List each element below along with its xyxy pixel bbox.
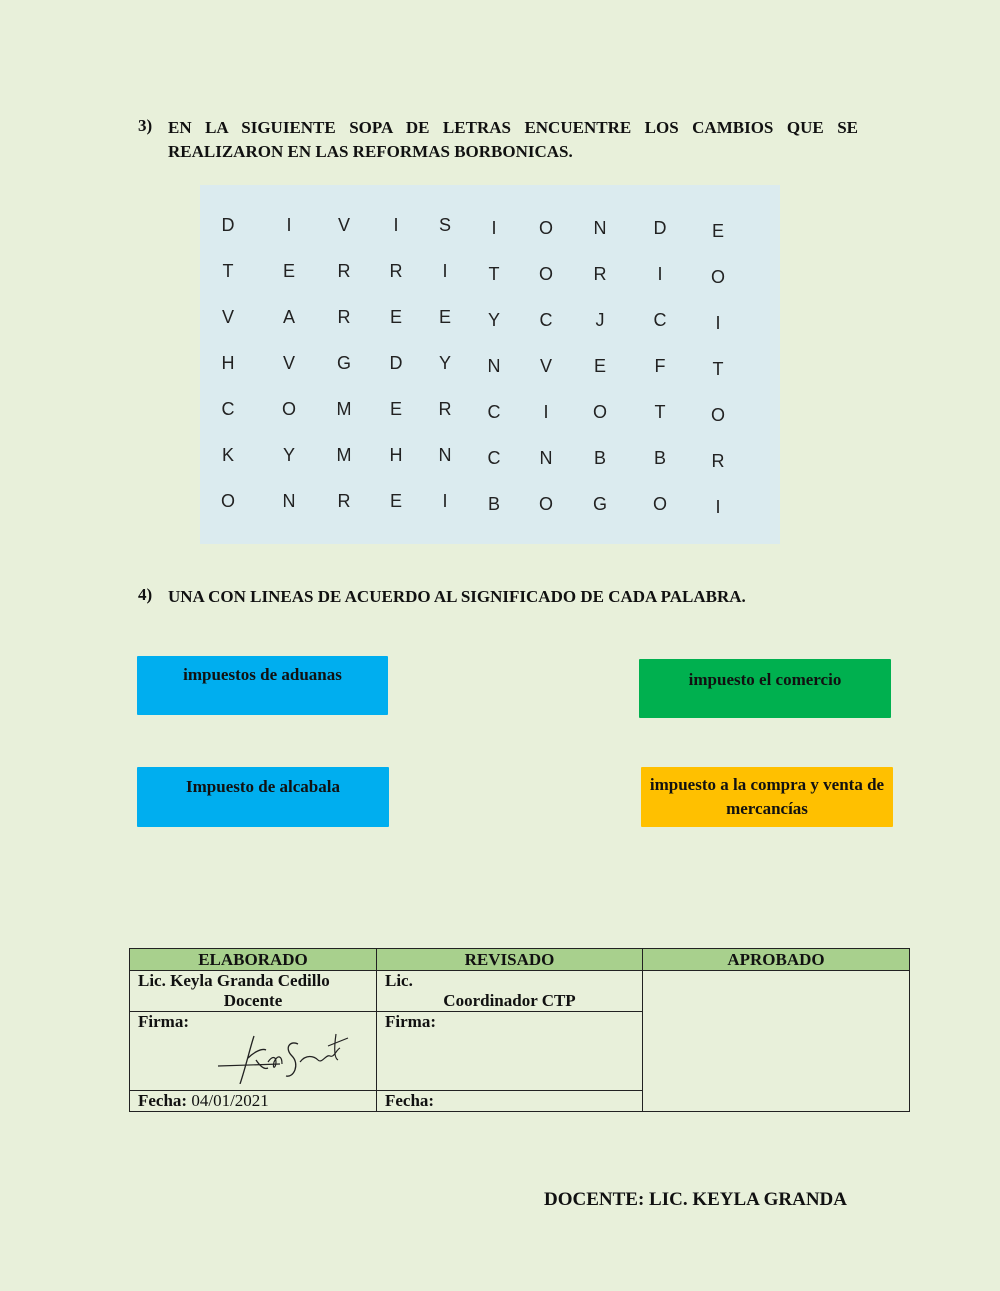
grid-letter[interactable]: B (653, 448, 666, 468)
question-4-text: UNA CON LINEAS DE ACUERDO AL SIGNIFICADO DE CADA PALABRA. (168, 587, 746, 606)
grid-letter[interactable]: I (442, 491, 448, 511)
header-revisado: REVISADO (377, 949, 643, 971)
grid-letter[interactable]: V (539, 356, 552, 376)
elaborado-fecha-cell (130, 1091, 377, 1112)
grid-letter[interactable]: I (491, 218, 497, 238)
grid-letter[interactable]: C (539, 310, 553, 330)
grid-letter[interactable]: Y (487, 310, 500, 330)
elaborado-fecha-value: 04/01/2021 (191, 1091, 269, 1110)
grid-letter[interactable]: I (442, 261, 448, 281)
match-box-compraventa[interactable]: impuesto a la compra y venta de mercancías (641, 767, 893, 827)
grid-letter[interactable]: I (657, 264, 663, 284)
grid-letter[interactable]: I (286, 215, 292, 235)
approval-table-header-row (130, 949, 910, 971)
grid-letter[interactable]: T (222, 261, 234, 281)
grid-letter[interactable]: R (711, 451, 725, 471)
match-box-alcabala[interactable]: Impuesto de alcabala (137, 767, 389, 827)
revisado-fecha-label: Fecha: (385, 1091, 435, 1110)
grid-letter[interactable]: B (593, 448, 606, 468)
grid-letter[interactable]: O (220, 491, 235, 511)
word-search-grid (200, 185, 780, 544)
header-aprobado: APROBADO (643, 949, 910, 971)
grid-letter[interactable]: Y (438, 353, 451, 373)
grid-letter[interactable]: T (488, 264, 500, 284)
aprobado-cell (643, 971, 910, 1112)
grid-letter[interactable]: J (595, 310, 605, 330)
grid-letter[interactable]: O (281, 399, 296, 419)
grid-letter[interactable]: I (543, 402, 549, 422)
grid-letter[interactable]: O (538, 218, 553, 238)
grid-letter[interactable]: O (538, 264, 553, 284)
revisado-firma-label: Firma: (385, 1012, 436, 1031)
grid-letter[interactable]: R (337, 491, 351, 511)
signature (138, 1032, 368, 1090)
question-3-text: EN LA SIGUIENTE SOPA DE LETRAS ENCUENTRE LOS CAMBIOS QUE SE REALIZARON EN LAS REFORMAS BORBONICAS. (168, 118, 858, 161)
grid-letter[interactable]: N (539, 448, 553, 468)
grid-letter[interactable]: G (336, 353, 351, 373)
elaborado-role: Docente (223, 991, 283, 1010)
grid-letter[interactable]: A (282, 307, 295, 327)
grid-letter[interactable]: O (710, 267, 725, 287)
revisado-name: Lic. (385, 971, 413, 990)
grid-letter[interactable]: R (337, 261, 351, 281)
grid-letter[interactable]: E (282, 261, 295, 281)
grid-letter[interactable]: N (487, 356, 501, 376)
grid-letter[interactable]: E (438, 307, 451, 327)
grid-letter[interactable]: E (389, 307, 402, 327)
grid-letter[interactable]: G (592, 494, 607, 514)
grid-letter[interactable]: C (221, 399, 235, 419)
grid-letter[interactable]: N (282, 491, 296, 511)
grid-letter[interactable]: T (712, 359, 724, 379)
grid-letter[interactable]: B (487, 494, 500, 514)
grid-letter[interactable]: I (715, 313, 721, 333)
grid-letter[interactable]: D (221, 215, 235, 235)
grid-letter[interactable]: F (654, 356, 666, 376)
revisado-fecha-cell (377, 1091, 643, 1112)
docente-footer: DOCENTE: LIC. KEYLA GRANDA (544, 1189, 847, 1210)
revisado-firma-cell (377, 1012, 643, 1091)
grid-letter[interactable]: E (711, 221, 724, 241)
grid-letter[interactable]: E (389, 399, 402, 419)
grid-letter[interactable]: K (221, 445, 234, 465)
grid-letter[interactable]: S (438, 215, 451, 235)
match-box-aduanas[interactable]: impuestos de aduanas (137, 656, 388, 715)
header-elaborado: ELABORADO (130, 949, 377, 971)
grid-letter[interactable]: M (336, 399, 352, 419)
match-box-comercio[interactable]: impuesto el comercio (639, 659, 891, 718)
grid-letter[interactable]: N (438, 445, 452, 465)
elaborado-firma-label: Firma: (138, 1012, 189, 1031)
grid-letter[interactable]: V (221, 307, 234, 327)
grid-letter[interactable]: H (389, 445, 403, 465)
approval-table-name-row (130, 971, 910, 1012)
revisado-role: Coordinador CTP (443, 991, 576, 1010)
grid-letter[interactable]: V (337, 215, 350, 235)
grid-letter[interactable]: O (710, 405, 725, 425)
question-3-number: 3) (138, 116, 153, 135)
grid-letter[interactable]: R (389, 261, 403, 281)
grid-letter[interactable]: C (487, 448, 501, 468)
grid-letter[interactable]: R (438, 399, 452, 419)
elaborado-name: Lic. Keyla Granda Cedillo (138, 971, 330, 990)
grid-letter[interactable]: O (652, 494, 667, 514)
approval-table (129, 948, 910, 1112)
grid-letter[interactable]: C (487, 402, 501, 422)
elaborado-firma-cell (130, 1012, 377, 1091)
revisado-cell (377, 971, 643, 1012)
grid-letter[interactable]: I (715, 497, 721, 517)
grid-letter[interactable]: T (654, 402, 666, 422)
grid-letter[interactable]: D (389, 353, 403, 373)
grid-letter[interactable]: I (393, 215, 399, 235)
elaborado-fecha-label: Fecha: (138, 1091, 188, 1110)
grid-letter[interactable]: M (336, 445, 352, 465)
grid-letter[interactable]: E (593, 356, 606, 376)
grid-letter[interactable]: D (653, 218, 667, 238)
grid-letter[interactable]: C (653, 310, 667, 330)
grid-letter[interactable]: E (389, 491, 402, 511)
grid-letter[interactable]: R (593, 264, 607, 284)
grid-letter[interactable]: O (538, 494, 553, 514)
question-4-number: 4) (138, 585, 153, 604)
grid-letter[interactable]: H (221, 353, 235, 373)
grid-letter[interactable]: V (282, 353, 295, 373)
grid-letter[interactable]: Y (282, 445, 295, 465)
grid-letter[interactable]: N (593, 218, 607, 238)
grid-letter[interactable]: O (592, 402, 607, 422)
elaborado-cell (130, 971, 377, 1012)
grid-letter[interactable]: R (337, 307, 351, 327)
